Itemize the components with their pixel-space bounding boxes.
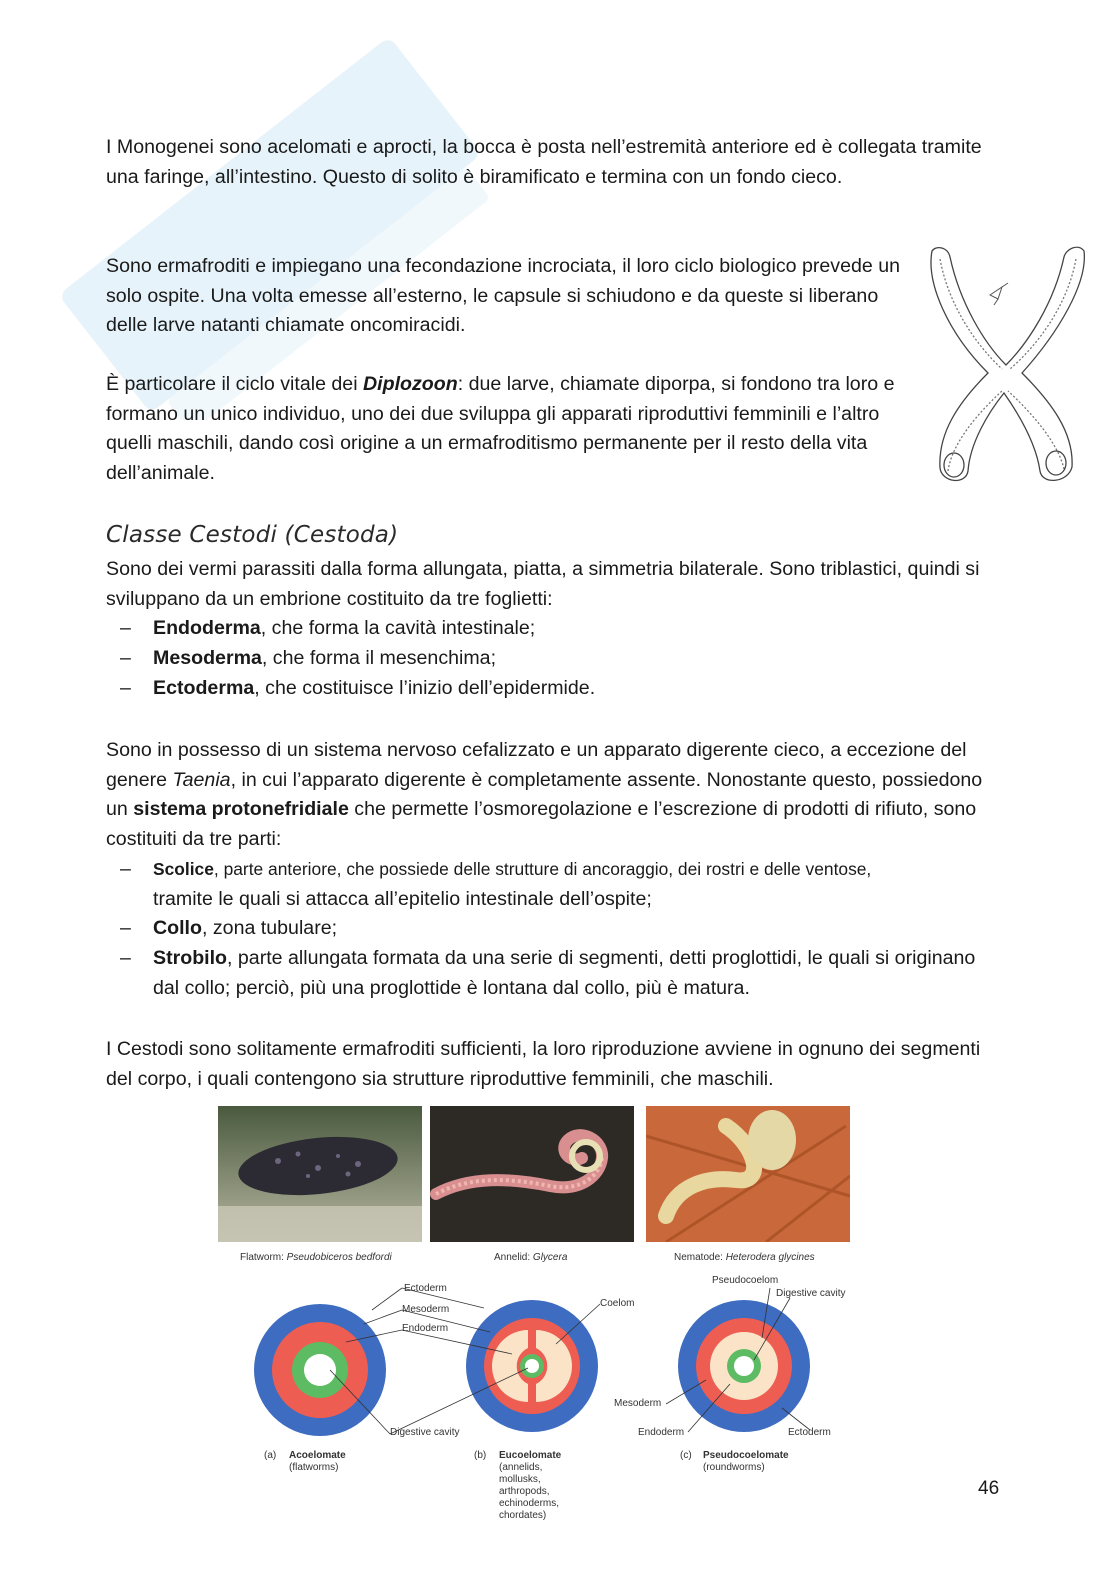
text-run: Sono in possesso di un sistema nervoso cefalizzato e un apparato digerente cieco, a eccezione del genere [106,739,967,791]
panel-title: Pseudocoelomate [703,1450,789,1461]
text-run: , zona tubulare; [201,917,338,940]
term: Mesoderma [153,647,262,670]
genus-diplozoon: Diplozoon [363,373,458,395]
paragraph-text: I Monogenei sono acelomati e aprocti, la bocca è posta nell’estremità anteriore ed è collegata tramite una faringe, all’intestino. Questo di solito è biramificato e termina con un fondo cieco. [106,136,982,188]
panel-letter: (c) [680,1450,692,1461]
label-mesoderm: Mesoderm [402,1304,450,1315]
text-run: È particolare il ciclo vitale dei [106,373,364,395]
paragraph-sistema-nervoso [106,736,1006,1003]
caption-flatworm [240,1252,392,1263]
photo-nematode [646,1106,850,1242]
body-parts-list [106,855,1006,1004]
caption-prefix: Flatworm: [240,1252,287,1263]
text-run: , che costituisce l’inizio dell’epidermide. [254,676,596,699]
label-ectoderm-c: Ectoderm [788,1427,831,1438]
term: sistema protonefridiale [133,798,349,821]
photo-annelid [430,1106,634,1242]
text-run: , in cui l’apparato digerente è completamente assente. Nonostante questo, possiedono un [106,768,983,821]
paragraph-text: Sono dei vermi parassiti dalla forma allungata, piatta, a simmetria bilaterale. Sono triblastici, quindi si sviluppano da un embrione costituito da tre foglietti: [106,558,980,610]
panel-title: Eucoelomate [499,1450,562,1461]
term: Collo [153,917,202,940]
caption-species: Heterodera glycines [725,1252,815,1263]
panel-c-caption [680,1450,789,1473]
label-digestive-cavity: Digestive cavity [390,1427,460,1438]
caption-prefix: Nematode: [674,1252,726,1263]
panel-a-caption [264,1450,346,1473]
list-item [106,855,1006,914]
caption-prefix: Annelid: [494,1252,533,1263]
paragraph-text: I Cestodi sono solitamente ermafroditi sufficienti, la loro riproduzione avviene in ognuno dei segmenti del corpo, i quali contengono sia strutture riproduttive femminili, che maschili. [106,1038,981,1090]
paragraph-monogenei [106,133,1006,192]
section-heading-cestodi: Classe Cestodi (Cestoda) [106,522,399,548]
diagram-pseudocoelomate [678,1300,810,1432]
panel-b-caption [474,1450,562,1521]
diplozoon-illustration [918,243,1094,489]
term: Strobilo [153,946,228,969]
paragraph-ermafroditi [106,252,906,341]
panel-title: Acoelomate [289,1450,346,1461]
caption-species: Glycera [532,1252,568,1263]
panel-sub: (annelids, mollusks, arthropods, echinoderms, chordates) [499,1462,560,1521]
text-run: , parte allungata formata da una serie di segmenti, detti proglottidi, le quali si originano dal collo; perciò, più una proglottide è lontana dal collo, più è matura. [153,946,976,999]
text-run: , parte anteriore, che possiede delle strutture di ancoraggio, dei rostri e delle ventose, [213,858,872,879]
list-item [106,944,1006,1003]
list-item [106,614,1006,644]
paragraph-text: Sono ermafroditi e impiegano una fecondazione incrociata, il loro ciclo biologico prevede un solo ospite. Una volta emesse all’esterno, le capsule si schiudono e da queste si liberano delle larve natanti chiamate oncomiracidi. [106,255,901,337]
label-pseudocoelom: Pseudocoelom [712,1275,779,1286]
caption-species: Pseudobiceros bedfordi [286,1252,392,1263]
paragraph-cestodi-intro [106,555,1006,704]
caption-nematode [674,1252,815,1263]
text-run: : due larve, chiamate diporpa, si fondono tra loro e formano un unico individuo, uno dei due sviluppa gli apparati riproduttivi femminili e l’altro quelli maschili, dando così origine a un ermafroditismo permanente per il resto della vita dell’animale. [106,373,895,485]
term: Scolice [153,858,214,879]
panel-sub: (flatworms) [289,1462,339,1473]
term: Ectoderma [153,676,255,699]
list-item [106,644,1006,674]
panel-letter: (b) [474,1450,487,1461]
diagram-eucoelomate [466,1300,598,1432]
germ-layers-list [106,614,1006,703]
diagram-acoelomate [254,1304,386,1436]
label-endoderm-c: Endoderm [638,1427,685,1438]
text-run: , che forma il mesenchima; [261,647,497,670]
panel-letter: (a) [264,1450,277,1461]
page-number: 46 [978,1478,1000,1499]
photo-flatworm [218,1106,422,1242]
text-run: , che forma la cavità intestinale; [260,617,536,640]
list-item [106,674,1006,704]
term: Endoderma [153,617,261,640]
label-coelom: Coelom [600,1298,635,1309]
watermark-logo [20,40,490,420]
caption-annelid [494,1252,567,1263]
paragraph-diplozoon [106,370,906,489]
text-run: che permette l’osmoregolazione e l’escrezione di prodotti di rifiuto, sono costituiti da tre parti: [106,798,977,851]
genus-taenia: Taenia [172,768,231,791]
list-item [106,914,1006,944]
text-run: tramite le quali si attacca all’epitelio intestinale dell’ospite; [153,887,652,910]
label-endoderm: Endoderm [402,1323,449,1334]
panel-sub: (roundworms) [703,1462,765,1473]
paragraph-cestodi-riproduzione [106,1035,1006,1094]
body-plan-diagrams [222,1268,862,1468]
label-digestive-cavity-c: Digestive cavity [776,1288,846,1299]
label-ectoderm: Ectoderm [404,1283,447,1294]
label-mesoderm-c: Mesoderm [614,1398,662,1409]
